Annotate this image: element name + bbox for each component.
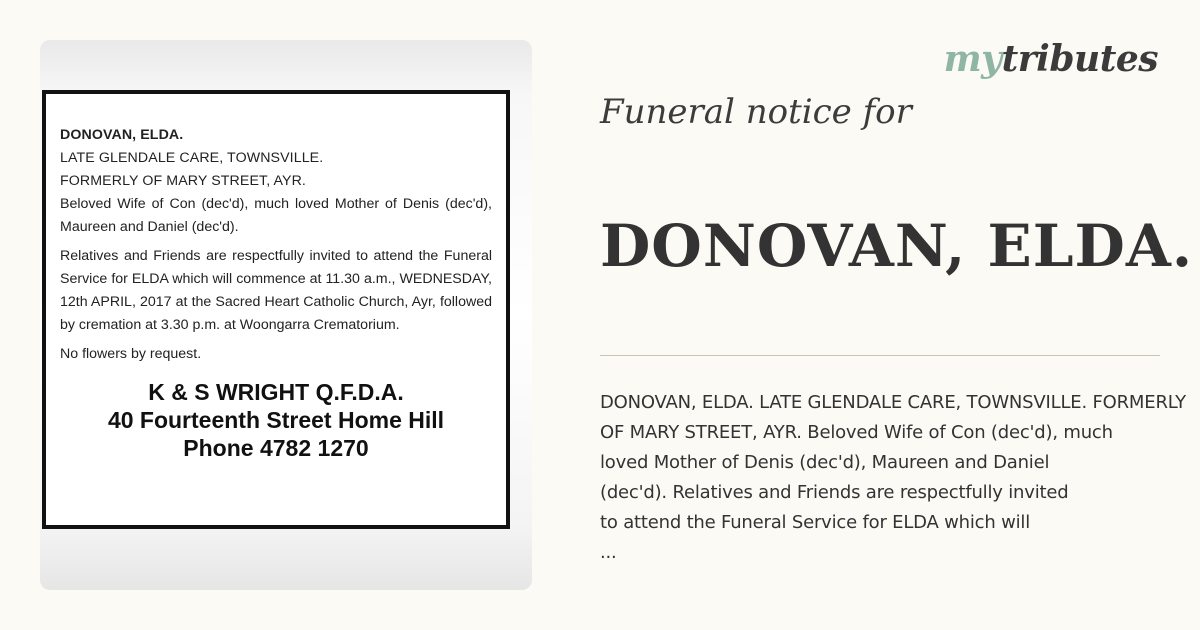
- notice-service-details: Relatives and Friends are respectfully invited to attend the Funeral Service for ELDA which will commence at 11.30 a.m., WEDNESDAY, 12th APRIL, 2017 at the Sacred Heart Catholic Church, Ayr, followed by cremation at 3.30 p.m. at Woongarra Crematorium.: [60, 248, 492, 333]
- logo-suffix: tributes: [1001, 38, 1158, 80]
- summary-line: loved Mother of Denis (dec'd), Maureen and Daniel: [600, 452, 1050, 473]
- deceased-name: DONOVAN, ELDA.: [600, 212, 1194, 280]
- notice-flowers: No flowers by request.: [60, 346, 202, 362]
- director-phone: Phone 4782 1270: [183, 435, 369, 461]
- newspaper-notice: [42, 90, 510, 529]
- notice-name: DONOVAN, ELDA.: [60, 127, 184, 143]
- page-subtitle: Funeral notice for: [600, 92, 912, 132]
- summary-line: DONOVAN, ELDA. LATE GLENDALE CARE, TOWNSVILLE. FORMERLY: [600, 392, 1186, 413]
- summary-line: to attend the Funeral Service for ELDA which will: [600, 512, 1031, 533]
- summary-ellipsis: ...: [600, 542, 617, 563]
- notice-residence: LATE GLENDALE CARE, TOWNSVILLE.: [60, 150, 324, 166]
- notice-image: [40, 40, 532, 590]
- summary-line: (dec'd). Relatives and Friends are respectfully invited: [600, 482, 1069, 503]
- director-address: 40 Fourteenth Street Home Hill: [107, 407, 445, 433]
- notice-former-address: FORMERLY OF MARY STREET, AYR.: [60, 173, 306, 189]
- notice-family: Beloved Wife of Con (dec'd), much loved Mother of Denis (dec'd), Maureen and Daniel (dec'd).: [60, 196, 492, 235]
- funeral-director: [60, 378, 492, 462]
- director-name: K & S WRIGHT Q.F.D.A.: [148, 379, 404, 405]
- notice-summary: [600, 388, 1200, 568]
- mytributes-logo[interactable]: [944, 38, 1158, 80]
- summary-line: OF MARY STREET, AYR. Beloved Wife of Con (dec'd), much: [600, 422, 1113, 443]
- logo-prefix: my: [943, 38, 1002, 80]
- divider: [600, 355, 1160, 356]
